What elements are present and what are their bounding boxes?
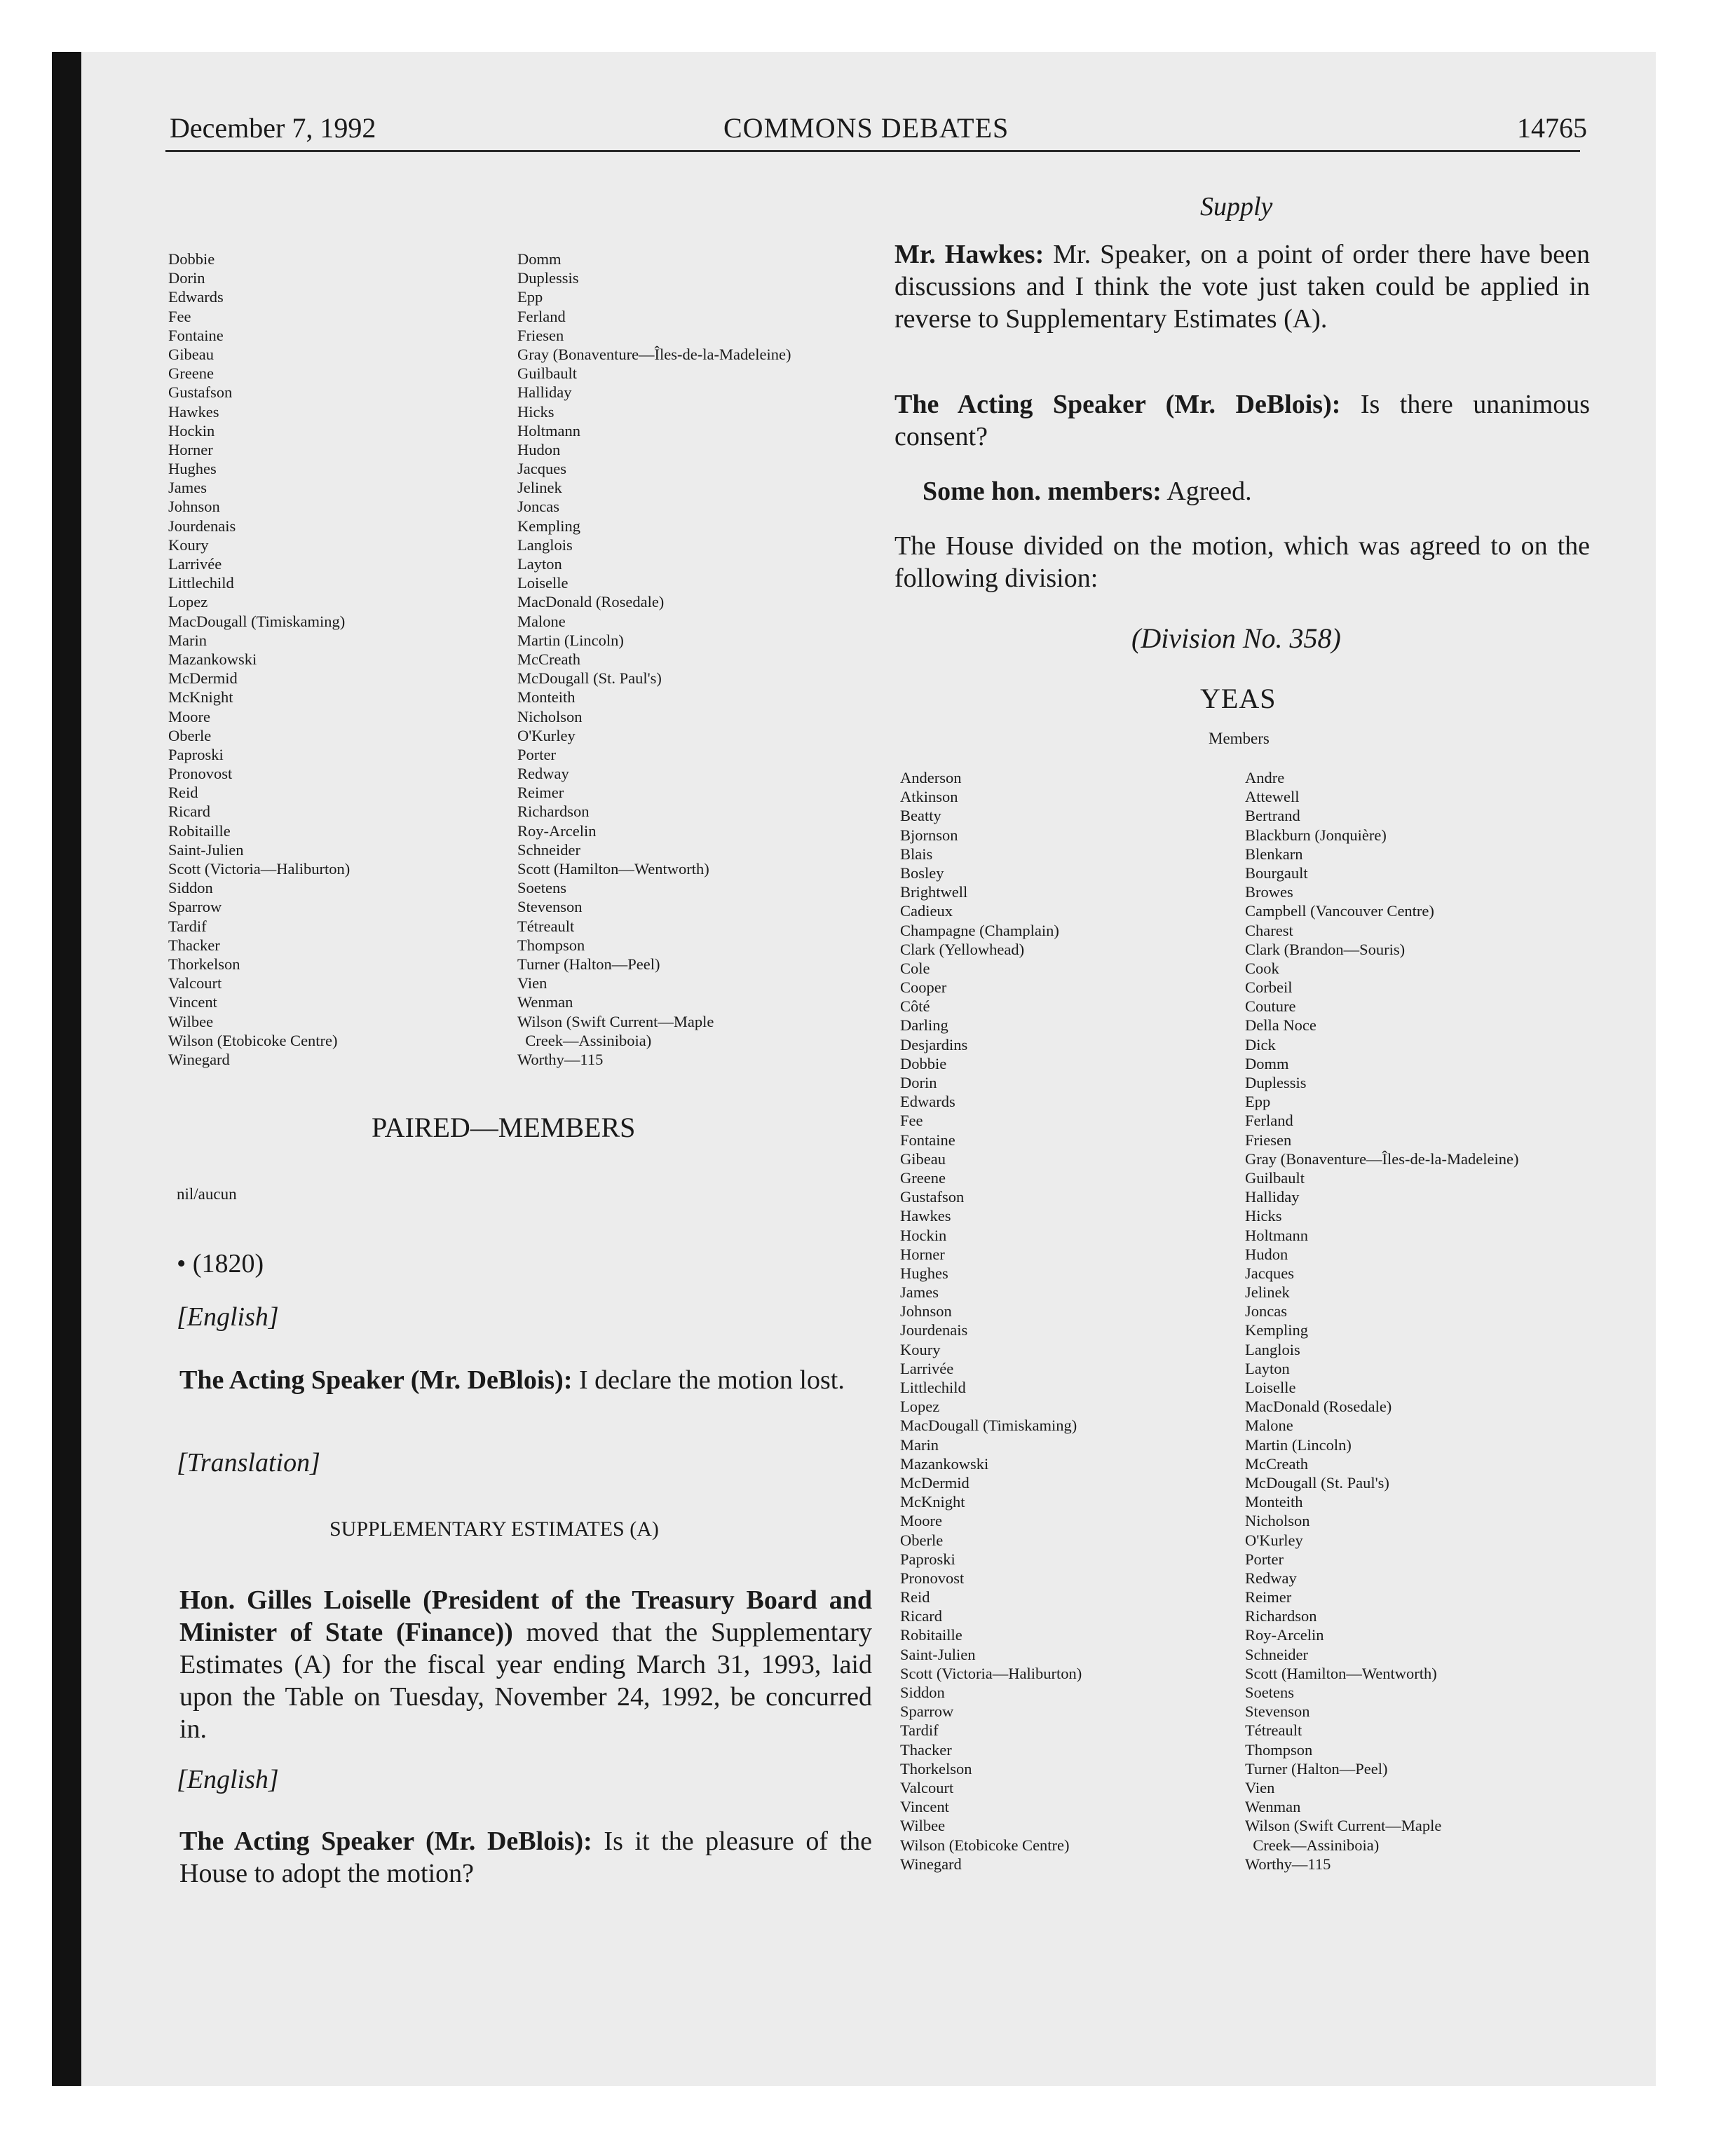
member-name: MacDougall (Timiskaming) bbox=[168, 612, 346, 630]
member-name: Monteith bbox=[1245, 1493, 1303, 1511]
member-name: Champagne (Champlain) bbox=[900, 921, 1059, 939]
member-name: Loiselle bbox=[1245, 1379, 1296, 1396]
member-name: Bourgault bbox=[1245, 864, 1308, 882]
scan-binding-edge bbox=[52, 52, 81, 2086]
declare-paragraph bbox=[179, 1364, 871, 1396]
member-name: Tétreault bbox=[517, 917, 575, 935]
member-name: Della Noce bbox=[1245, 1016, 1316, 1035]
member-name: Stevenson bbox=[517, 898, 583, 916]
page-number: 14765 bbox=[1517, 112, 1587, 144]
member-name: Marin bbox=[900, 1435, 939, 1454]
member-name: Edwards bbox=[900, 1093, 955, 1111]
member-name: Sparrow bbox=[168, 898, 222, 916]
member-name: Koury bbox=[900, 1340, 941, 1358]
speech-text: I declare the motion lost. bbox=[572, 1365, 845, 1395]
member-name: McKnight bbox=[900, 1493, 965, 1511]
member-name: Greene bbox=[900, 1168, 946, 1187]
agreed-paragraph bbox=[923, 475, 1252, 507]
member-name: Hockin bbox=[900, 1226, 947, 1244]
member-name: Charest bbox=[1245, 921, 1293, 939]
language-marker-english: [English] bbox=[177, 1765, 279, 1794]
member-name: Soetens bbox=[517, 879, 566, 897]
time-marker: • (1820) bbox=[177, 1249, 264, 1278]
consent-paragraph bbox=[894, 388, 1590, 453]
member-name: Lopez bbox=[900, 1398, 940, 1416]
member-name: Wenman bbox=[517, 993, 573, 1011]
member-name: Bosley bbox=[900, 864, 944, 882]
member-name: Oberle bbox=[168, 726, 212, 744]
member-name: Edwards bbox=[168, 288, 224, 306]
member-name: Holtmann bbox=[1245, 1226, 1308, 1244]
speaker-name: The Acting Speaker (Mr. DeBlois): bbox=[179, 1365, 573, 1395]
member-name: Monteith bbox=[517, 688, 576, 707]
left-vote-list-col1 bbox=[168, 250, 350, 1069]
member-name: Campbell (Vancouver Centre) bbox=[1245, 902, 1434, 920]
member-name: Domm bbox=[1245, 1054, 1289, 1072]
member-name: Moore bbox=[168, 707, 210, 725]
member-name: Dorin bbox=[168, 269, 205, 287]
member-name: Reid bbox=[168, 784, 198, 802]
member-name: Tardif bbox=[168, 917, 207, 935]
member-name: Corbeil bbox=[1245, 978, 1293, 997]
member-name: Jacques bbox=[1245, 1264, 1294, 1282]
member-name: Soetens bbox=[1245, 1684, 1294, 1701]
member-name: Scott (Hamilton—Wentworth) bbox=[1245, 1664, 1437, 1682]
member-name: Schneider bbox=[517, 840, 580, 859]
member-name: Hudon bbox=[1245, 1245, 1288, 1263]
member-name: Winegard bbox=[900, 1855, 962, 1873]
member-name: Saint-Julien bbox=[900, 1645, 976, 1663]
member-name: Valcourt bbox=[168, 974, 222, 992]
language-marker-english: [English] bbox=[177, 1302, 279, 1332]
member-name: McKnight bbox=[168, 688, 233, 707]
member-name: Cadieux bbox=[900, 902, 953, 920]
member-name: Valcourt bbox=[900, 1778, 954, 1796]
member-name: MacDonald (Rosedale) bbox=[517, 593, 665, 611]
member-name: Fee bbox=[168, 307, 191, 325]
member-name: Paproski bbox=[900, 1550, 955, 1568]
member-name: Reimer bbox=[1245, 1588, 1292, 1606]
member-name: Horner bbox=[168, 440, 213, 458]
member-name: Malone bbox=[1245, 1417, 1293, 1435]
header-title: COMMONS DEBATES bbox=[723, 112, 1009, 144]
member-name: Duplessis bbox=[517, 269, 579, 287]
member-name: Epp bbox=[1245, 1093, 1271, 1111]
header-date: December 7, 1992 bbox=[170, 112, 376, 144]
member-name: Stevenson bbox=[1245, 1703, 1310, 1721]
header-rule bbox=[165, 150, 1580, 152]
member-name: Ricard bbox=[168, 803, 210, 821]
member-name: Cooper bbox=[900, 978, 947, 997]
member-name: Hicks bbox=[517, 402, 554, 421]
member-name: Langlois bbox=[1245, 1340, 1300, 1358]
member-name: Fee bbox=[900, 1112, 923, 1130]
member-name: Ricard bbox=[900, 1607, 942, 1625]
speaker-name: The Acting Speaker (Mr. DeBlois): bbox=[179, 1827, 592, 1856]
member-name: Richardson bbox=[1245, 1607, 1317, 1625]
member-name: McCreath bbox=[517, 650, 580, 668]
member-name: Vincent bbox=[168, 993, 217, 1011]
member-name: Halliday bbox=[517, 383, 572, 402]
member-name: Hawkes bbox=[900, 1207, 951, 1225]
member-name: Gustafson bbox=[900, 1188, 965, 1206]
member-name: Nicholson bbox=[1245, 1512, 1310, 1530]
member-name: Vien bbox=[517, 974, 547, 992]
member-name: Langlois bbox=[517, 535, 573, 554]
member-name: Scott (Victoria—Haliburton) bbox=[900, 1664, 1082, 1682]
member-name: Porter bbox=[1245, 1550, 1284, 1568]
member-name: Roy-Arcelin bbox=[1245, 1626, 1324, 1644]
member-name: Hughes bbox=[168, 460, 217, 478]
member-name: Thacker bbox=[168, 936, 220, 954]
member-name: Turner (Halton—Peel) bbox=[1245, 1759, 1388, 1778]
member-name: Brightwell bbox=[900, 883, 968, 901]
member-name: Dobbie bbox=[900, 1054, 947, 1072]
member-name: Dick bbox=[1245, 1035, 1276, 1053]
member-name: Fontaine bbox=[900, 1131, 955, 1149]
member-name: Koury bbox=[168, 535, 209, 554]
member-name: Vincent bbox=[900, 1798, 949, 1816]
member-name: Thorkelson bbox=[168, 955, 240, 973]
member-name: Siddon bbox=[168, 879, 213, 897]
member-name: Guilbault bbox=[1245, 1168, 1305, 1187]
member-name: Desjardins bbox=[900, 1035, 968, 1053]
member-name: Holtmann bbox=[517, 421, 580, 439]
member-name: O'Kurley bbox=[517, 726, 576, 744]
member-name: Layton bbox=[517, 555, 562, 573]
member-name: Anderson bbox=[900, 769, 962, 786]
member-name: Greene bbox=[168, 364, 214, 383]
speech-text: moved that the Supplementary Estimates (A) for the fiscal year ending March 31, 1993, laid upon the Table on Tuesday, November 24, 1992, be concurred in. bbox=[179, 1618, 872, 1744]
member-name: Littlechild bbox=[168, 574, 234, 592]
member-name: Halliday bbox=[1245, 1188, 1300, 1206]
speaker-name: Hon. Gilles Loiselle (President of the Treasury Board and Minister of State (Finance)) bbox=[179, 1585, 872, 1647]
member-name: Worthy—115 bbox=[517, 1050, 604, 1068]
member-name: MacDougall (Timiskaming) bbox=[900, 1417, 1077, 1435]
member-name: Fontaine bbox=[168, 326, 224, 344]
member-name: Hughes bbox=[900, 1264, 948, 1282]
member-name: McDermid bbox=[900, 1473, 969, 1492]
member-name: Loiselle bbox=[517, 574, 569, 592]
member-name: Mazankowski bbox=[168, 650, 257, 668]
member-name: Clark (Brandon—Souris) bbox=[1245, 940, 1406, 958]
member-name: Gustafson bbox=[168, 383, 233, 402]
member-name: Friesen bbox=[517, 326, 564, 344]
member-name: Creek—Assiniboia) bbox=[517, 1031, 652, 1049]
speech-text: Is there unanimous consent? bbox=[894, 390, 1591, 451]
members-subheading: Members bbox=[1209, 730, 1270, 747]
member-name: Ferland bbox=[517, 307, 566, 325]
member-name: Johnson bbox=[900, 1302, 952, 1321]
running-head-supply: Supply bbox=[1200, 192, 1273, 221]
member-name: Attewell bbox=[1245, 788, 1300, 806]
member-name: Schneider bbox=[1245, 1645, 1308, 1663]
member-name: Thompson bbox=[1245, 1740, 1313, 1759]
member-name: Reid bbox=[900, 1588, 930, 1606]
member-name: Thacker bbox=[900, 1740, 952, 1759]
member-name: Epp bbox=[517, 288, 543, 306]
paired-members-heading: PAIRED—MEMBERS bbox=[372, 1112, 636, 1143]
member-name: Malone bbox=[517, 612, 566, 630]
member-name: Thompson bbox=[517, 936, 585, 954]
member-name: Wenman bbox=[1245, 1798, 1301, 1816]
member-name: McDermid bbox=[168, 669, 238, 688]
language-marker-translation: [Translation] bbox=[177, 1448, 320, 1478]
member-name: Roy-Arcelin bbox=[517, 821, 597, 840]
paired-members-value: nil/aucun bbox=[177, 1185, 237, 1203]
member-name: McDougall (St. Paul's) bbox=[1245, 1473, 1389, 1492]
member-name: Kempling bbox=[1245, 1321, 1308, 1339]
member-name: Darling bbox=[900, 1016, 948, 1035]
member-name: Larrivée bbox=[168, 555, 222, 573]
division-paragraph: The House divided on the motion, which was agreed to on the following division: bbox=[894, 531, 1590, 593]
member-name: Layton bbox=[1245, 1359, 1290, 1377]
member-name: Pronovost bbox=[168, 765, 233, 783]
member-name: Tardif bbox=[900, 1721, 939, 1740]
yeas-list-col2 bbox=[1245, 768, 1518, 1874]
member-name: Browes bbox=[1245, 883, 1293, 901]
member-name: James bbox=[900, 1283, 939, 1302]
member-name: Worthy—115 bbox=[1245, 1855, 1331, 1873]
member-name: Dorin bbox=[900, 1074, 937, 1091]
member-name: Mazankowski bbox=[900, 1454, 989, 1473]
member-name: Jelinek bbox=[517, 479, 562, 497]
member-name: Wilbee bbox=[168, 1012, 214, 1030]
member-name: Blenkarn bbox=[1245, 845, 1303, 863]
member-name: Creek—Assiniboia) bbox=[1245, 1836, 1380, 1854]
member-name: Moore bbox=[900, 1512, 942, 1530]
member-name: Johnson bbox=[168, 498, 220, 516]
member-name: Reimer bbox=[517, 784, 564, 802]
member-name: Tétreault bbox=[1245, 1721, 1302, 1740]
yeas-heading: YEAS bbox=[1200, 683, 1277, 714]
member-name: Nicholson bbox=[517, 707, 583, 725]
member-name: Paproski bbox=[168, 745, 224, 763]
member-name: O'Kurley bbox=[1245, 1531, 1303, 1549]
speech-text: Is it the pleasure of the House to adopt the motion? bbox=[179, 1827, 872, 1888]
member-name: Robitaille bbox=[168, 821, 231, 840]
member-name: Bertrand bbox=[1245, 807, 1300, 825]
member-name: Wilbee bbox=[900, 1817, 946, 1835]
member-name: Bjornson bbox=[900, 826, 958, 844]
member-name: Duplessis bbox=[1245, 1074, 1307, 1091]
member-name: Gray (Bonaventure—Îles-de-la-Madeleine) bbox=[1245, 1149, 1519, 1168]
member-name: Domm bbox=[517, 250, 562, 268]
member-name: Scott (Hamilton—Wentworth) bbox=[517, 860, 709, 878]
speech-text: Mr. Speaker, on a point of order there have been discussions and I think the vote just taken could be applied in reverse to Supplementary Estimates (A). bbox=[894, 240, 1591, 334]
member-name: Winegard bbox=[168, 1050, 230, 1068]
member-name: Vien bbox=[1245, 1778, 1275, 1796]
member-name: Pronovost bbox=[900, 1569, 965, 1587]
member-name: Hudon bbox=[517, 440, 561, 458]
division-number: (Division No. 358) bbox=[1131, 622, 1341, 654]
member-name: Saint-Julien bbox=[168, 840, 244, 859]
section-heading-supplementary: SUPPLEMENTARY ESTIMATES (A) bbox=[329, 1517, 659, 1541]
yeas-list-col1 bbox=[900, 768, 1082, 1874]
member-name: Wilson (Swift Current—Maple bbox=[517, 1012, 714, 1030]
member-name: Redway bbox=[517, 765, 569, 783]
member-name: Cole bbox=[900, 959, 930, 977]
pleasure-paragraph bbox=[179, 1825, 872, 1890]
member-name: Siddon bbox=[900, 1684, 945, 1701]
member-name: Jelinek bbox=[1245, 1283, 1290, 1302]
member-name: Turner (Halton—Peel) bbox=[517, 955, 660, 973]
member-name: Friesen bbox=[1245, 1131, 1292, 1149]
member-name: Gibeau bbox=[168, 345, 214, 363]
member-name: Joncas bbox=[517, 498, 559, 516]
member-name: McCreath bbox=[1245, 1454, 1308, 1473]
member-name: Hawkes bbox=[168, 402, 219, 421]
member-name: Gray (Bonaventure—Îles-de-la-Madeleine) bbox=[517, 345, 791, 363]
speaker-name: Some hon. members: bbox=[923, 477, 1162, 506]
member-name: Thorkelson bbox=[900, 1759, 972, 1778]
member-name: Wilson (Etobicoke Centre) bbox=[900, 1836, 1070, 1854]
member-name: Couture bbox=[1245, 997, 1296, 1016]
member-name: Andre bbox=[1245, 769, 1285, 786]
member-name: Ferland bbox=[1245, 1112, 1293, 1130]
member-name: MacDonald (Rosedale) bbox=[1245, 1398, 1392, 1416]
member-name: Hockin bbox=[168, 421, 215, 439]
member-name: Richardson bbox=[517, 803, 590, 821]
speaker-name: Mr. Hawkes: bbox=[894, 240, 1045, 269]
motion-paragraph bbox=[179, 1584, 872, 1745]
member-name: Larrivée bbox=[900, 1359, 954, 1377]
member-name: Scott (Victoria—Haliburton) bbox=[168, 860, 351, 878]
member-name: Marin bbox=[168, 631, 207, 649]
member-name: Redway bbox=[1245, 1569, 1297, 1587]
member-name: Horner bbox=[900, 1245, 945, 1263]
member-name: Porter bbox=[517, 745, 556, 763]
member-name: Hicks bbox=[1245, 1207, 1282, 1225]
member-name: Blais bbox=[900, 845, 933, 863]
member-name: Clark (Yellowhead) bbox=[900, 940, 1025, 958]
member-name: Jacques bbox=[517, 460, 566, 478]
left-vote-list-col2 bbox=[517, 250, 791, 1069]
member-name: Wilson (Etobicoke Centre) bbox=[168, 1031, 338, 1049]
member-name: Oberle bbox=[900, 1531, 944, 1549]
member-name: James bbox=[168, 479, 207, 497]
member-name: Robitaille bbox=[900, 1626, 962, 1644]
member-name: Beatty bbox=[900, 807, 941, 825]
member-name: Guilbault bbox=[517, 364, 577, 383]
member-name: Cook bbox=[1245, 959, 1279, 977]
member-name: Sparrow bbox=[900, 1703, 954, 1721]
member-name: Littlechild bbox=[900, 1379, 966, 1396]
member-name: Atkinson bbox=[900, 788, 958, 806]
member-name: Wilson (Swift Current—Maple bbox=[1245, 1817, 1442, 1835]
speaker-name: The Acting Speaker (Mr. DeBlois): bbox=[894, 390, 1341, 419]
member-name: Lopez bbox=[168, 593, 208, 611]
member-name: Blackburn (Jonquière) bbox=[1245, 826, 1387, 844]
speech-text: Agreed. bbox=[1161, 477, 1252, 506]
member-name: McDougall (St. Paul's) bbox=[517, 669, 662, 688]
member-name: Martin (Lincoln) bbox=[1245, 1435, 1352, 1454]
member-name: Kempling bbox=[517, 517, 580, 535]
member-name: Martin (Lincoln) bbox=[517, 631, 624, 649]
member-name: Dobbie bbox=[168, 250, 215, 268]
member-name: Jourdenais bbox=[900, 1321, 968, 1339]
member-name: Gibeau bbox=[900, 1149, 946, 1168]
member-name: Jourdenais bbox=[168, 517, 236, 535]
member-name: Joncas bbox=[1245, 1302, 1287, 1321]
member-name: Côté bbox=[900, 997, 930, 1016]
hawkes-paragraph bbox=[894, 238, 1590, 335]
